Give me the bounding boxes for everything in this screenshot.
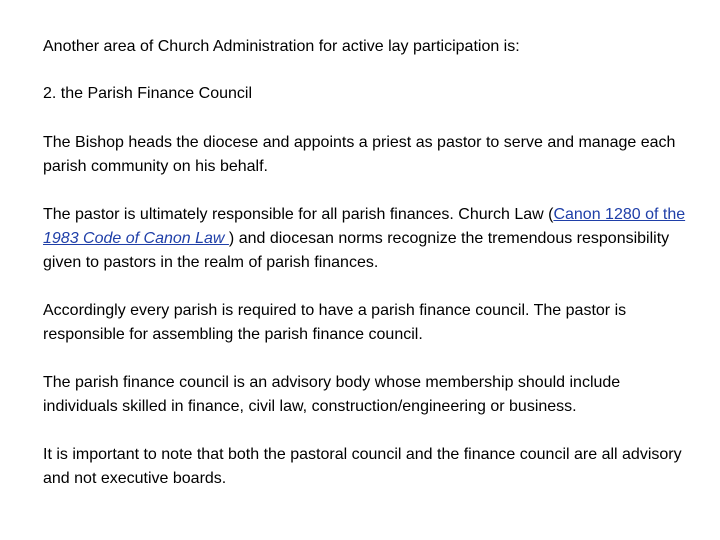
paragraph-pastor-text-start: The pastor is ultimately responsible for all parish finances. Church Law (	[43, 206, 554, 223]
paragraph-finance-council-required: Accordingly every parish is required to have a parish finance council. The pastor is responsible for assembling the parish finance council.	[43, 302, 627, 343]
paragraph-pastor-finances	[43, 203, 693, 275]
paragraph-advisory-note: It is important to note that both the pastoral council and the finance council are all advisory and not executive boards.	[43, 446, 682, 487]
paragraph-advisory-body: The parish finance council is an advisory body whose membership should include individuals skilled in finance, civil law, construction/engineering or business.	[43, 374, 621, 415]
slide-content	[43, 36, 693, 491]
paragraph-bishop: The Bishop heads the diocese and appoints a priest as pastor to serve and manage each parish community on his behalf.	[43, 134, 676, 175]
slide-title: Another area of Church Administration for active lay participation is:	[43, 38, 520, 55]
canon-link-text: Canon 1280 of the	[553, 206, 686, 223]
paragraph-pastor-text-end: ) and diocesan norms recognize the tremendous responsibility given to pastors in the realm of parish finances.	[43, 230, 670, 271]
canon-link-italic-text: 1983 Code of Canon Law	[43, 230, 229, 247]
slide-subtitle: 2. the Parish Finance Council	[43, 85, 252, 102]
